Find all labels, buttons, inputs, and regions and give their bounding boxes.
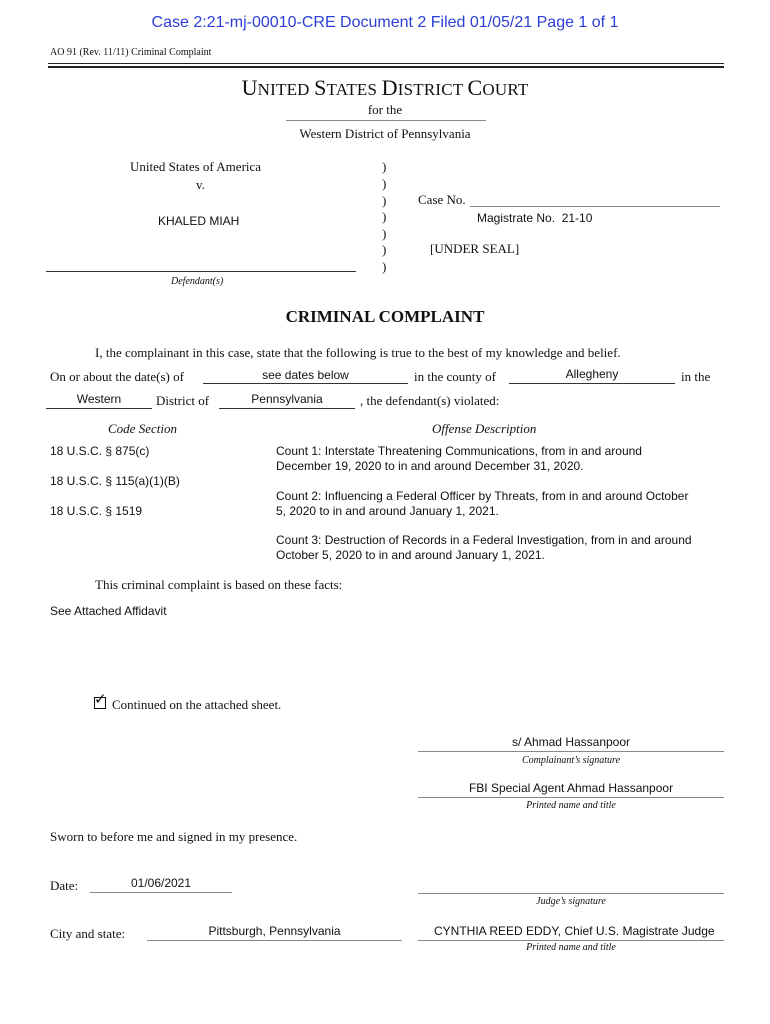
for-the-rule xyxy=(286,120,486,121)
case-no-value: Magistrate No. 21-10 xyxy=(477,211,593,225)
state-field: Pennsylvania xyxy=(251,392,323,406)
judge-signature-rule xyxy=(418,893,724,894)
date-label: Date: xyxy=(50,878,79,893)
date-rule xyxy=(203,383,408,384)
complainant-signature-label: Complainant’s signature xyxy=(521,755,621,766)
defendant-label: Defendant(s) xyxy=(171,276,224,287)
complainant-name-rule xyxy=(418,797,724,798)
facts-intro: This criminal complaint is based on these facts: xyxy=(95,577,343,592)
date-field: see dates below xyxy=(262,368,349,382)
plaintiff: United States of America xyxy=(130,159,262,174)
filing-stamp: Case 2:21-mj-00010-CRE Document 2 Filed 01/05/21 Page 1 of 1 xyxy=(151,14,619,31)
state-rule xyxy=(219,408,355,409)
complainant-signature: s/ Ahmad Hassanpoor xyxy=(511,735,631,749)
offense-description-header: Offense Description xyxy=(432,421,537,436)
code-section-header: Code Section xyxy=(108,421,177,436)
defendant-rule xyxy=(46,271,356,272)
sign-date-rule xyxy=(90,892,232,893)
judge-signature-label: Judge’s signature xyxy=(536,896,606,907)
city-field: Pittsburgh, Pennsylvania xyxy=(208,924,341,938)
case-no-rule xyxy=(470,206,720,207)
header-rule-top xyxy=(48,63,724,64)
court-title: UNITED STATES DISTRICT COURT xyxy=(241,75,529,100)
caption-paren: ) xyxy=(382,226,387,241)
complaint-intro: I, the complainant in this case, state that the following is true to the best of my knowledge and belief. xyxy=(95,345,621,360)
code-section: 18 U.S.C. § 1519 xyxy=(50,504,143,518)
continued-checkbox[interactable] xyxy=(94,690,107,709)
header-rule-bottom xyxy=(48,66,724,68)
complainant-printed-label: Printed name and title xyxy=(526,800,616,811)
district-field: Western xyxy=(76,392,122,406)
caption-paren: ) xyxy=(382,159,387,174)
code-section: 18 U.S.C. § 115(a)(1)(B) xyxy=(50,474,180,488)
caption-paren: ) xyxy=(382,259,387,274)
under-seal: [UNDER SEAL] xyxy=(430,241,520,256)
county-prefix: in the county of xyxy=(414,369,496,384)
facts-value: See Attached Affidavit xyxy=(50,604,167,618)
complaint-heading: CRIMINAL COMPLAINT xyxy=(285,307,485,326)
count-description: Count 3: Destruction of Records in a Federal Investigation, from in and around October 5, 2020 to in and around January 1, 2021. xyxy=(276,533,692,562)
in-the: in the xyxy=(681,369,711,384)
versus: v. xyxy=(196,177,205,192)
form-id: AO 91 (Rev. 11/11) Criminal Complaint xyxy=(50,47,212,58)
date-prefix: On or about the date(s) of xyxy=(50,369,184,384)
checkmark-icon: ✓ xyxy=(94,690,107,708)
city-label: City and state: xyxy=(50,926,126,941)
district-of: District of xyxy=(156,393,210,408)
case-no-label: Case No. xyxy=(418,192,466,207)
for-the: for the xyxy=(367,102,403,117)
sign-date-field: 01/06/2021 xyxy=(130,876,192,890)
violated-text: , the defendant(s) violated: xyxy=(360,393,500,408)
defendant-name: KHALED MIAH xyxy=(158,214,240,228)
count-description: Count 1: Interstate Threatening Communications, from in and around December 19, 2020 to in and around December 31, 2020. xyxy=(276,444,642,473)
continued-text: Continued on the attached sheet. xyxy=(112,697,282,712)
count-description: Count 2: Influencing a Federal Officer by Threats, from in and around October 5, 2020 to in and around January 1, 2021. xyxy=(276,489,689,518)
judge-printed-label: Printed name and title xyxy=(526,942,616,953)
court-district: Western District of Pennsylvania xyxy=(299,126,471,141)
caption-paren: ) xyxy=(382,176,387,191)
caption-paren: ) xyxy=(382,193,387,208)
city-rule xyxy=(147,940,402,941)
caption-paren: ) xyxy=(382,209,387,224)
judge-name-rule xyxy=(418,940,724,941)
judge-name: CYNTHIA REED EDDY, Chief U.S. Magistrate Judge xyxy=(434,924,715,938)
district-rule xyxy=(46,408,152,409)
county-rule xyxy=(509,383,675,384)
complainant-name: FBI Special Agent Ahmad Hassanpoor xyxy=(468,781,674,795)
complainant-signature-rule xyxy=(418,751,724,752)
caption-paren: ) xyxy=(382,242,387,257)
sworn-statement: Sworn to before me and signed in my presence. xyxy=(50,829,298,844)
code-section: 18 U.S.C. § 875(c) xyxy=(50,444,150,458)
county-field: Allegheny xyxy=(565,367,619,381)
